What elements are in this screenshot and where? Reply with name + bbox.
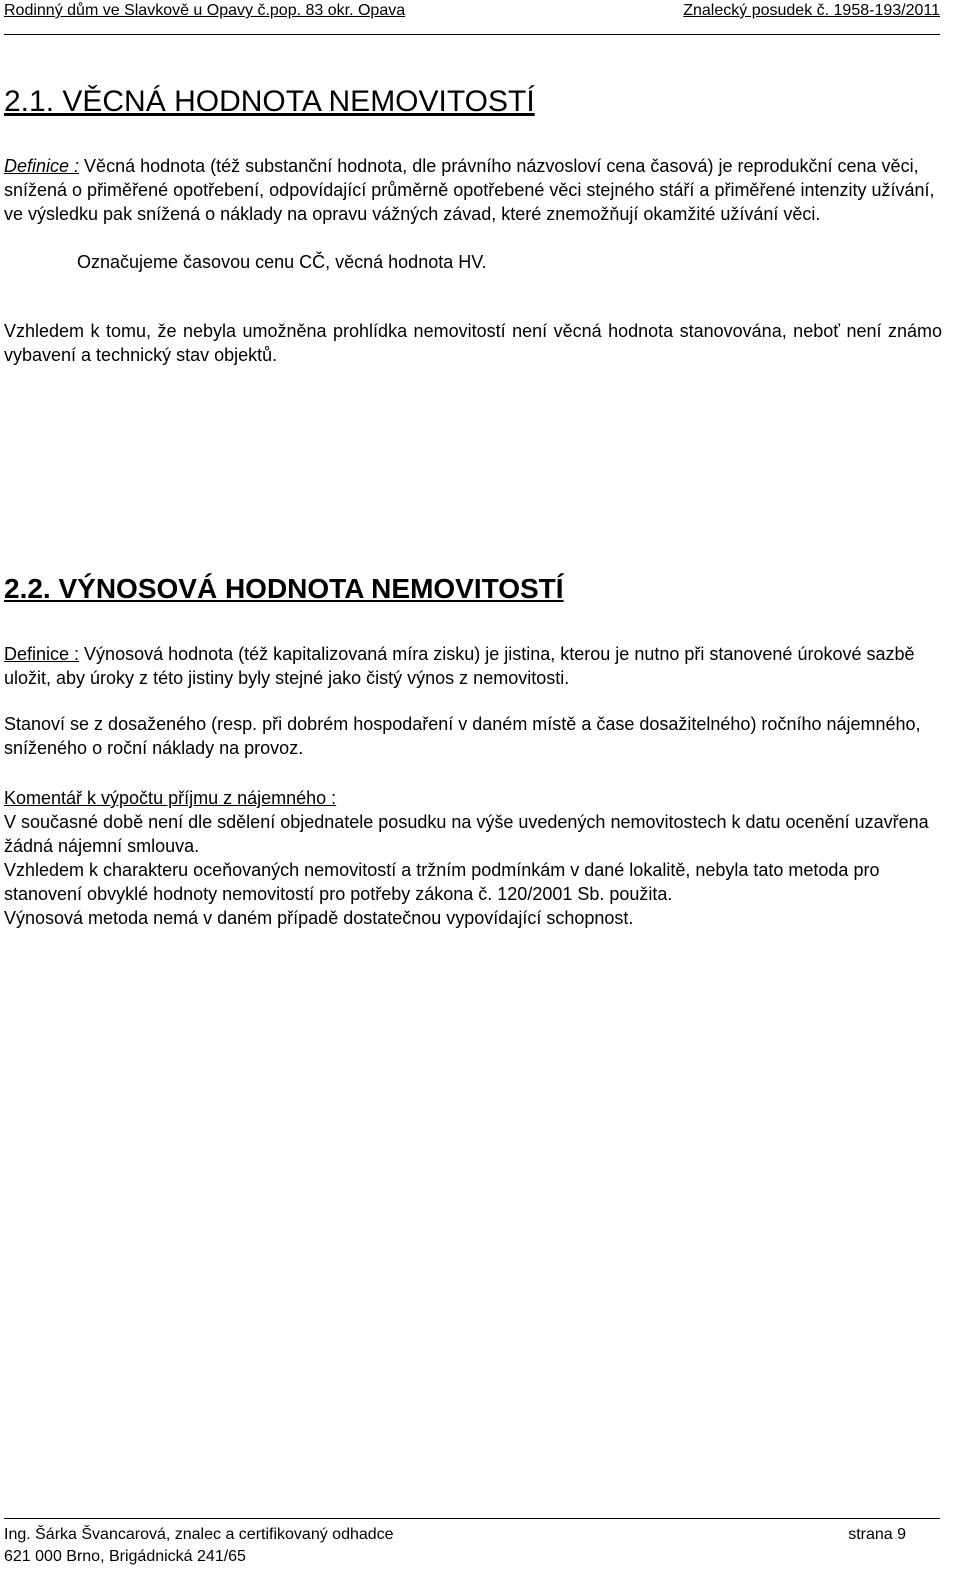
footer-address: 621 000 Brno, Brigádnická 241/65 xyxy=(4,1548,246,1565)
header-report-number: Znalecký posudek č. 1958-193/2011 xyxy=(683,2,940,19)
section-title-material-value: 2.1. VĚCNÁ HODNOTA NEMOVITOSTÍ xyxy=(4,85,535,118)
page-header xyxy=(4,0,940,35)
comment-line: Výnosová metoda nemá v daném případě dostatečnou vypovídající schopnost. xyxy=(4,908,634,928)
definition-text: Výnosová hodnota (též kapitalizovaná míra zisku) je jistina, kterou je nutno při stanovené úrokové sazbě uložit, aby úroky z této jistiny byly stejné jako čistý výnos z nemovitosti. xyxy=(4,644,915,688)
definition-text: Věcná hodnota (též substanční hodnota, dle právního názvosloví cena časová) je reprodukční cena věci, snížená o přiměřené opotřebení, odpovídající průměrně opotřebené věci stejného stáří a přiměřené intenzity užívání, ve výsledku pak snížená o náklady na opravu vážných závad, které znemožňují okamžité užívání věci. xyxy=(4,156,935,224)
income-value-definition xyxy=(4,642,942,690)
income-value-determination: Stanoví se z dosaženého (resp. při dobrém hospodaření v daném místě a čase dosažitelného) ročního nájemného, sníženého o roční náklady na provoz. xyxy=(4,714,921,758)
definition-label: Definice : xyxy=(4,644,80,664)
material-value-designation: Označujeme časovou cenu CČ, věcná hodnota HV. xyxy=(77,252,487,272)
header-property-title: Rodinný dům ve Slavkově u Opavy č.pop. 83 okr. Opava xyxy=(4,2,406,19)
material-value-note: Vzhledem k tomu, že nebyla umožněna prohlídka nemovitostí není věcná hodnota stanovována, neboť není známo vybavení a technický stav objektů. xyxy=(4,321,942,365)
comment-line: V současné době není dle sdělení objednatele posudku na výše uvedených nemovitostech k datu ocenění uzavřena žádná nájemní smlouva. xyxy=(4,812,929,856)
rent-income-comment xyxy=(4,786,942,930)
definition-label: Definice : xyxy=(4,156,80,176)
page-footer xyxy=(4,1518,940,1569)
comment-line: Vzhledem k charakteru oceňovaných nemovitostí a tržním podmínkám v dané lokalitě, nebyla tato metoda pro stanovení obvyklé hodnoty nemovitostí pro potřeby zákona č. 120/2001 Sb. použita. xyxy=(4,860,880,904)
footer-page-number: strana 9 xyxy=(848,1526,906,1543)
section-title-income-value: 2.2. VÝNOSOVÁ HODNOTA NEMOVITOSTÍ xyxy=(4,573,564,604)
comment-label: Komentář k výpočtu příjmu z nájemného : xyxy=(4,788,337,808)
footer-author: Ing. Šárka Švancarová, znalec a certifikovaný odhadce xyxy=(4,1526,394,1543)
material-value-definition xyxy=(4,154,942,226)
